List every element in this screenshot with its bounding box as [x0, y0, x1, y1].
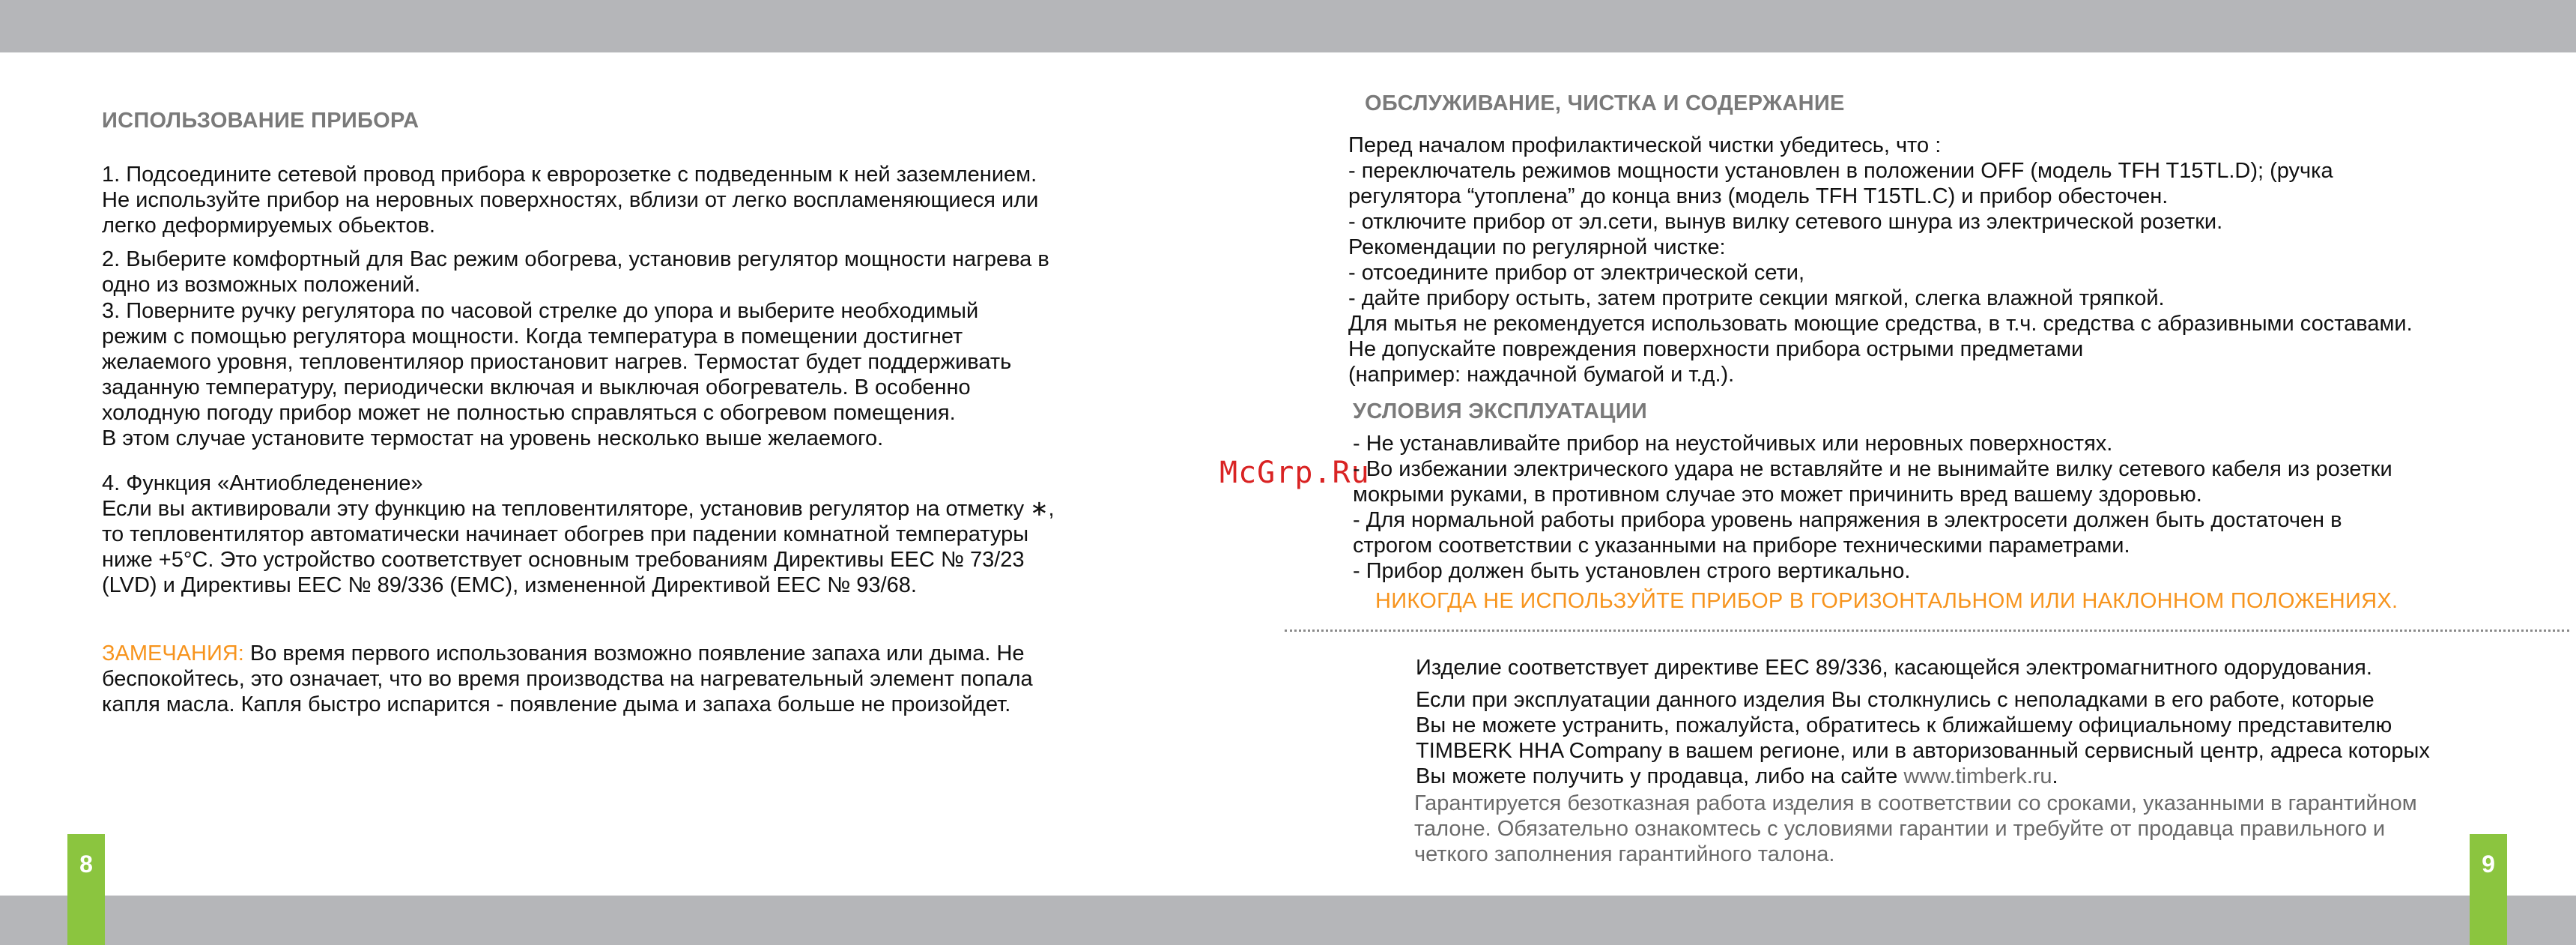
text-line: одно из возможных положений. — [102, 273, 421, 297]
item-4-title: 4. Функция «Антиобледенение» — [102, 471, 423, 495]
section-heading-usage: ИСПОЛЬЗОВАНИЕ ПРИБОРА — [102, 109, 419, 133]
notes-block — [102, 641, 1033, 717]
notes-label: ЗАМЕЧАНИЯ: — [102, 641, 244, 665]
conditions-block — [1353, 431, 2392, 584]
text-line: ниже +5°С. Это устройство соответствует основным требованиям Директивы ЕЕС № 73/23 — [102, 548, 1025, 572]
text-line: холодную погоду прибор может не полностью справляться с обогревом помещения. — [102, 401, 956, 425]
text-line: Если при эксплуатации данного изделия Вы столкнулись с неполадками в его работе, которые — [1416, 688, 2375, 712]
text-line: - отключите прибор от эл.сети, вынув вилку сетевого шнура из электрической розетки. — [1348, 210, 2223, 234]
text-line: 2. Выберите комфортный для Вас режим обогрева, установив регулятор мощности нагрева в — [102, 247, 1049, 271]
text-line: Если вы активировали эту функцию на тепловентиляторе, установив регулятор на отметку ∗, — [102, 497, 1055, 521]
service-last-text: Вы можете получить у продавца, либо на сайте — [1416, 764, 1904, 788]
watermark-text: McGrp.Ru — [1219, 456, 1370, 490]
text-line: то тепловентилятор автоматически начинает обогрев при падении комнатной температуры — [102, 522, 1029, 546]
text-line: беспокойтесь, это означает, что во время производства на нагревательный элемент попала — [102, 667, 1033, 691]
notes-first-text: Во время первого использования возможно появление запаха или дыма. Не — [243, 641, 1025, 665]
dotted-divider — [1285, 630, 2569, 632]
maintenance-block — [1348, 133, 2413, 387]
text-line: четкого заполнения гарантийного талона. — [1414, 842, 1835, 866]
text-line: легко деформируемых обьектов. — [102, 214, 436, 238]
text-line: режим с помощью регулятора мощности. Когда температура в помещении достигнет — [102, 324, 963, 348]
text-line: - переключатель режимов мощности установлен в положении OFF (модель TFH T15TL.D); (ручка — [1348, 159, 2333, 183]
section-heading-conditions: УСЛОВИЯ ЭКСПЛУАТАЦИИ — [1353, 399, 1647, 423]
text-line: Для мытья не рекомендуется использовать моющие средства, в т.ч. средства с абразивными составами. — [1348, 312, 2413, 336]
text-line: TIMBERK HHA Company в вашем регионе, или в авторизованный сервисный центр, адреса которых — [1416, 739, 2430, 763]
text-line: - отсоедините прибор от электрической сети, — [1348, 261, 1805, 285]
usage-item-3 — [102, 298, 1011, 451]
text-line: желаемого уровня, тепловентиляор приостановит нагрев. Термостат будет поддерживать — [102, 350, 1012, 374]
bottom-band — [0, 896, 2576, 945]
text-line: Гарантируется безотказная работа изделия в соответствии со сроками, указанными в гарантийном — [1414, 791, 2417, 815]
website-link[interactable]: www.timberk.ru — [1903, 764, 2052, 788]
text-line: заданную температуру, периодически включая и выключая обогреватель. В особенно — [102, 375, 971, 399]
service-last-line — [1416, 764, 2430, 789]
usage-item-2 — [102, 247, 1049, 298]
text-line: - Не устанавливайте прибор на неустойчивых или неровных поверхностях. — [1353, 432, 2113, 456]
text-line: Не допускайте повреждения поверхности прибора острыми предметами — [1348, 337, 2084, 361]
text-line: - Прибор должен быть установлен строго вертикально. — [1353, 559, 1911, 583]
text-line: Рекомендации по регулярной чистке: — [1348, 235, 1726, 259]
usage-item-1 — [102, 162, 1038, 238]
section-heading-maintenance: ОБСЛУЖИВАНИЕ, ЧИСТКА И СОДЕРЖАНИЕ — [1365, 91, 1845, 115]
text-line: мокрыми руками, в противном случае это может причинить вред вашему здоровью. — [1353, 483, 2202, 507]
text-line: Вы не можете устранить, пожалуйста, обратитесь к ближайшему официальному представителю — [1416, 713, 2392, 737]
text-line: 3. Поверните ручку регулятора по часовой стрелке до упора и выберите необходимый — [102, 299, 979, 323]
text-line: 1. Подсоедините сетевой провод прибора к евророзетке с подведенным к ней заземлением. — [102, 163, 1037, 187]
text-line: - Для нормальной работы прибора уровень напряжения в электросети должен быть достаточен в — [1353, 508, 2342, 532]
text-line: (например: наждачной бумагой и т.д.). — [1348, 363, 1735, 387]
text-line: - дайте прибору остыть, затем протрите секции мягкой, слегка влажной тряпкой. — [1348, 286, 2165, 310]
text-line: талоне. Обязательно ознакомтесь с условиями гарантии и требуйте от продавца правильного и — [1414, 817, 2386, 841]
text-line: капля масла. Капля быстро испарится - появление дыма и запаха больше не произойдет. — [102, 692, 1011, 716]
page-number-left: 8 — [67, 834, 105, 945]
directive-line: Изделие соответствует директиве ЕЕС 89/336, касающейся электромагнитного одорудования. — [1416, 656, 2372, 680]
page-number-right: 9 — [2470, 834, 2507, 945]
text-line: Перед началом профилактической чистки убедитесь, что : — [1348, 133, 1942, 157]
text-line: регулятора “утоплена” до конца вниз (модель TFH T15TL.C) и прибор обесточен. — [1348, 184, 2169, 208]
usage-item-4 — [102, 471, 1055, 598]
top-band — [0, 0, 2576, 52]
text-line: Не используйте прибор на неровных поверхностях, вблизи от легко воспламеняющиеся или — [102, 188, 1039, 212]
orientation-warning: НИКОГДА НЕ ИСПОЛЬЗУЙТЕ ПРИБОР В ГОРИЗОНТАЛЬНОМ ИЛИ НАКЛОННОМ ПОЛОЖЕНИЯХ. — [1375, 589, 2398, 613]
text-line: строгом соответствии с указанными на приборе техническими параметрами. — [1353, 534, 2130, 558]
guarantee-block — [1414, 791, 2417, 867]
text-line: В этом случае установите термостат на уровень несколько выше желаемого. — [102, 426, 884, 450]
notes-first-line — [102, 641, 1033, 666]
text-line: - Во избежании электрического удара не вставляйте и не вынимайте вилку сетевого кабеля из розетки — [1353, 457, 2392, 481]
text-line: (LVD) и Директивы ЕЕС № 89/336 (EMC), измененной Директивой ЕЕС № 93/68. — [102, 573, 917, 597]
service-end: . — [2052, 764, 2058, 788]
service-block — [1416, 687, 2430, 789]
